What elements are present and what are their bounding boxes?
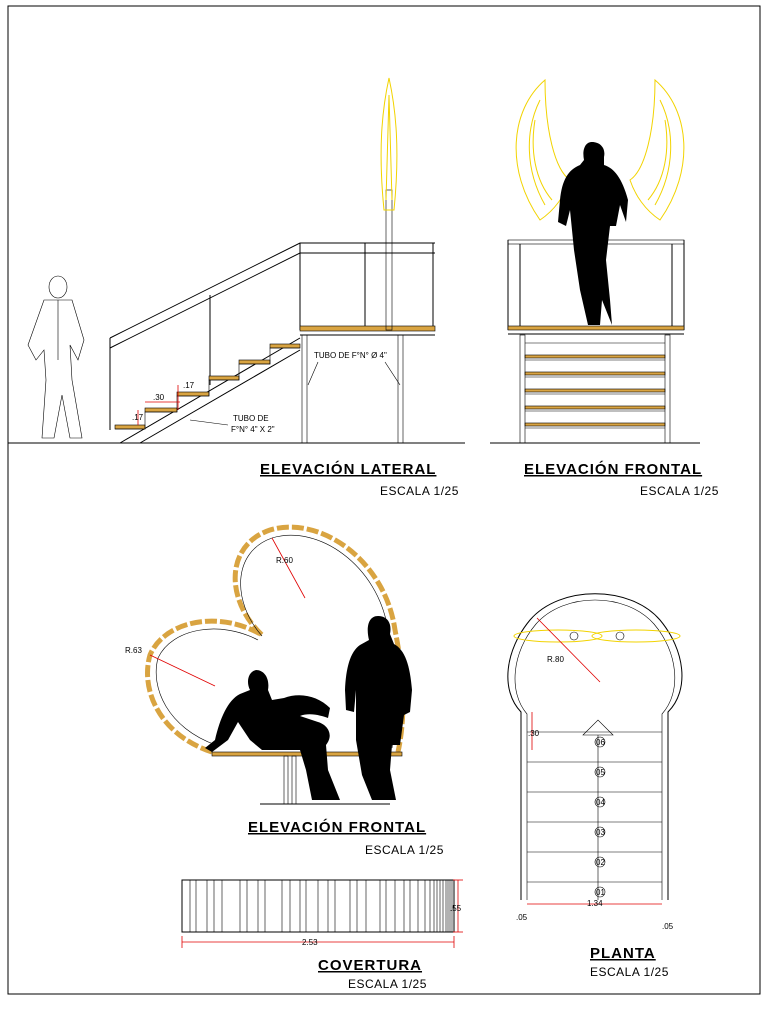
dim-plan-step: .30 (528, 729, 540, 738)
frontal-elevation-top (508, 80, 719, 498)
silhouette-standing-man (558, 142, 628, 325)
dim-riser-a: .17 (132, 413, 144, 422)
dim-radius-plan: R.80 (547, 655, 564, 664)
covertura-scale: ESCALA 1/25 (348, 977, 427, 991)
frontal-bottom-scale: ESCALA 1/25 (365, 843, 444, 857)
plan-step-number: 02 (596, 858, 605, 867)
covertura-title: COVERTURA (318, 957, 423, 974)
dim-plan-width: 1.34 (587, 899, 603, 908)
plan-step-number: 01 (596, 888, 605, 897)
frontal-bottom-title: ELEVACIÓN FRONTAL (248, 819, 427, 836)
planta-view (508, 594, 682, 979)
dim-cover-width: 2.53 (302, 938, 318, 947)
wing-right (630, 80, 684, 220)
note-tubo-stringer-2: F°N° 4" X 2" (231, 425, 275, 434)
standing-man-figure (28, 276, 84, 438)
dim-tread: .30 (153, 393, 165, 402)
plan-step-number: 06 (596, 738, 605, 747)
planta-title: PLANTA (590, 945, 656, 962)
dim-plan-edge-left: .05 (516, 913, 528, 922)
silhouette-standing-man-2 (345, 616, 412, 800)
plan-step-number: 05 (596, 768, 605, 777)
dim-radius-left: R.63 (125, 646, 142, 655)
frontal-top-title: ELEVACIÓN FRONTAL (524, 461, 703, 478)
dim-plan-edge-right: .05 (662, 922, 674, 931)
front-steps (520, 335, 670, 443)
dim-radius-top: R.60 (276, 556, 293, 565)
covertura-view (182, 880, 463, 991)
platform-deck (300, 326, 435, 331)
covertura-slats (190, 880, 452, 932)
lateral-scale: ESCALA 1/25 (380, 484, 459, 498)
frontal-top-scale: ESCALA 1/25 (640, 484, 719, 498)
silhouette-sitting-man (205, 670, 340, 800)
lateral-title: ELEVACIÓN LATERAL (260, 461, 437, 478)
planta-scale: ESCALA 1/25 (590, 965, 669, 979)
lateral-elevation (28, 78, 459, 498)
plan-steps (527, 732, 662, 897)
note-tubo-vertical: TUBO DE F°N° Ø 4" (314, 351, 387, 360)
plan-step-number: 04 (596, 798, 605, 807)
frontal-elevation-heart (125, 527, 444, 857)
note-tubo-stringer-1: TUBO DE (233, 414, 269, 423)
dim-riser-b: .17 (183, 381, 195, 390)
plan-step-number: 03 (596, 828, 605, 837)
dim-cover-height: .55 (450, 904, 462, 913)
